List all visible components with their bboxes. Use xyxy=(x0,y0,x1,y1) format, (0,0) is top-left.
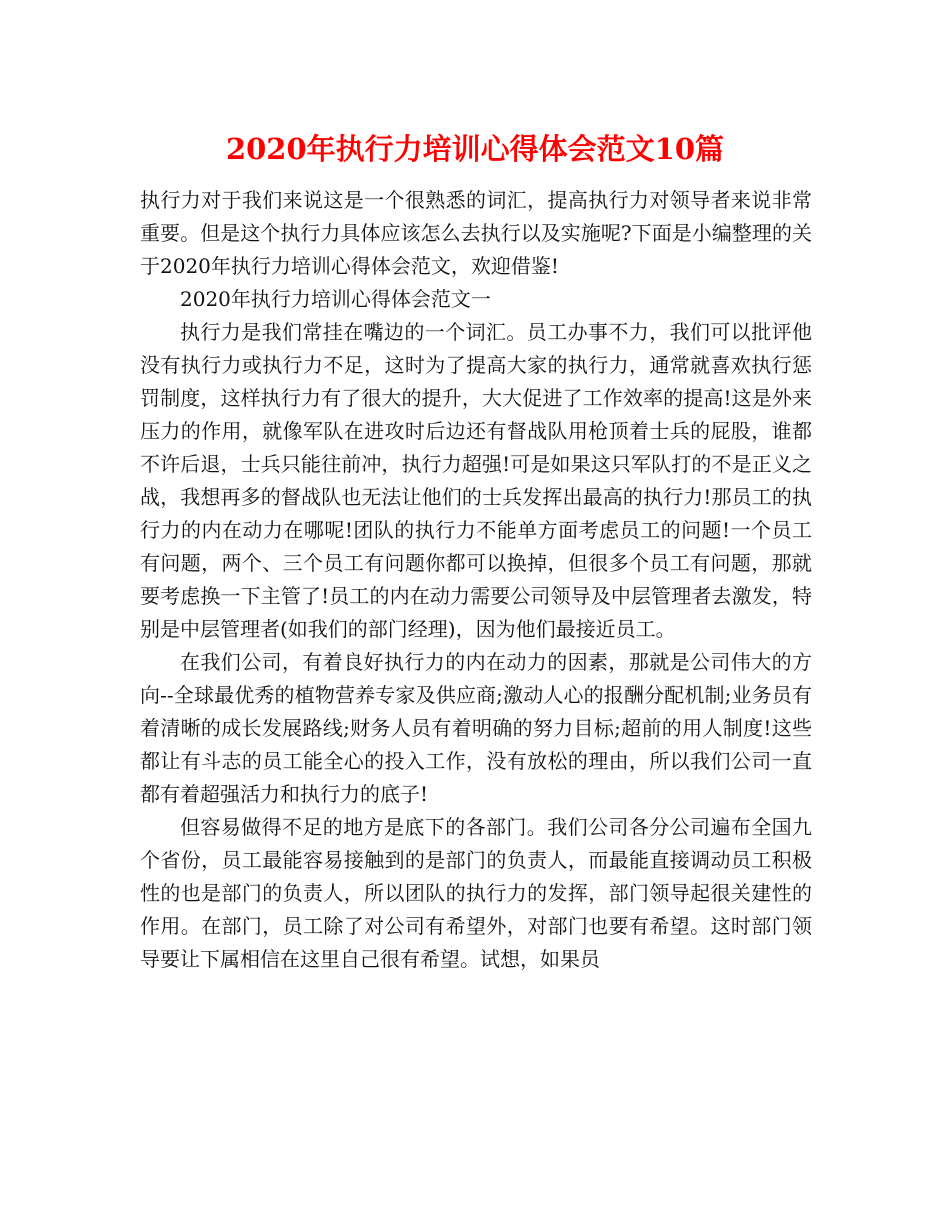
document-body xyxy=(140,184,812,976)
intro-paragraph: 执行力对于我们来说这是一个很熟悉的词汇，提高执行力对领导者来说非常重要。但是这个执行力具体应该怎么去执行以及实施呢?下面是小编整理的关于2020年执行力培训心得体会范文，欢迎借鉴! xyxy=(140,188,812,278)
body-paragraph: 在我们公司，有着良好执行力的内在动力的因素，那就是公司伟大的方向--全球最优秀的植物营养专家及供应商;激动人心的报酬分配机制;业务员有着清晰的成长发展路线;财务人员有着明确的努力目标;超前的用人制度!这些都让有斗志的员工能全心的投入工作，没有放松的理由，所以我们公司一直都有着超强活力和执行力的底子! xyxy=(140,650,812,806)
body-paragraph: 执行力是我们常挂在嘴边的一个词汇。员工办事不力，我们可以批评他没有执行力或执行力不足，这时为了提高大家的执行力，通常就喜欢执行惩罚制度，这样执行力有了很大的提升，大大促进了工作效率的提高!这是外来压力的作用，就像军队在进攻时后边还有督战队用枪顶着士兵的屁股，谁都不许后退，士兵只能往前冲，执行力超强!可是如果这只军队打的不是正义之战，我想再多的督战队也无法让他们的士兵发挥出最高的执行力!那员工的执行力的内在动力在哪呢!团队的执行力不能单方面考虑员工的问题!一个员工有问题，两个、三个员工有问题你都可以换掉，但很多个员工有问题，那就要考虑换一下主管了!员工的内在动力需要公司领导及中层管理者去激发，特别是中层管理者(如我们的部门经理)，因为他们最接近员工。 xyxy=(140,320,812,641)
document-title: 2020年执行力培训心得体会范文10篇 xyxy=(225,132,725,166)
body-paragraph: 但容易做得不足的地方是底下的各部门。我们公司各分公司遍布全国九个省份，员工最能容易接触到的是部门的负责人，而最能直接调动员工积极性的也是部门的负责人，所以团队的执行力的发挥，部门领导起很关建性的作用。在部门，员工除了对公司有希望外，对部门也要有希望。这时部门领导要让下属相信在这里自己很有希望。试想，如果员 xyxy=(140,815,812,971)
section-heading: 2020年执行力培训心得体会范文一 xyxy=(180,287,491,311)
